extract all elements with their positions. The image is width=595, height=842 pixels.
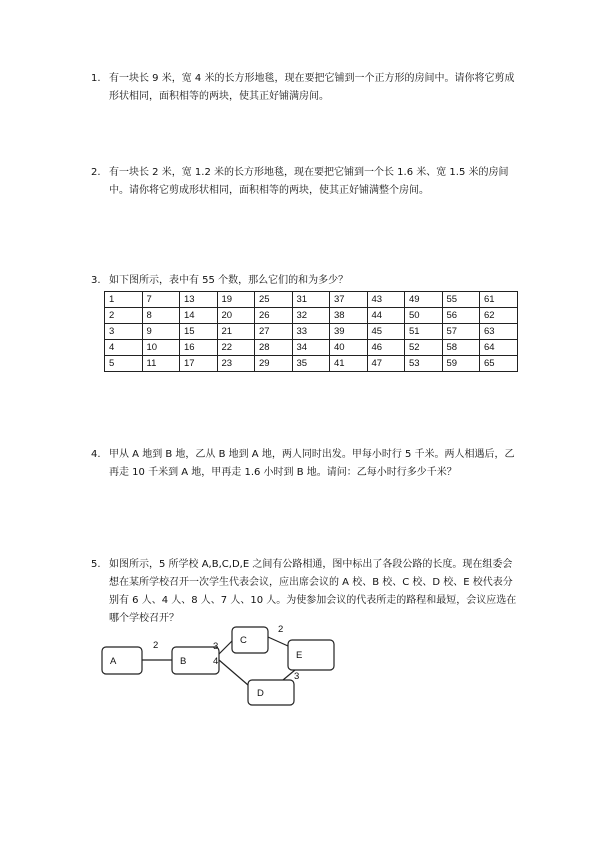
table-cell: 50: [405, 308, 443, 324]
table-cell: 8: [142, 308, 180, 324]
table-cell: 13: [180, 292, 218, 308]
table-cell: 29: [255, 356, 293, 372]
table-cell: 45: [367, 324, 405, 340]
table-cell: 38: [330, 308, 368, 324]
table-cell: 3: [105, 324, 143, 340]
table-row: [105, 308, 518, 324]
table-cell: 40: [330, 340, 368, 356]
table-row: [105, 356, 518, 372]
table-cell: 39: [330, 324, 368, 340]
table-cell: 53: [405, 356, 443, 372]
school-a-label: A: [110, 656, 117, 667]
school-d-label: D: [257, 688, 264, 699]
table-cell: 52: [405, 340, 443, 356]
problem-2-number: 2.: [91, 167, 101, 178]
school-a-node: [102, 647, 142, 674]
table-cell: 47: [367, 356, 405, 372]
road-b-d-length: 4: [213, 656, 219, 667]
table-cell: 16: [180, 340, 218, 356]
road-d-e-length: 3: [294, 671, 300, 682]
problem-3-number: 3.: [91, 275, 101, 286]
table-cell: 46: [367, 340, 405, 356]
problem-3-text: 如下图所示，表中有 55 个数，那么它们的和为多少？: [109, 275, 349, 286]
table-cell: 51: [405, 324, 443, 340]
problem-1: [91, 70, 521, 106]
table-cell: 20: [217, 308, 255, 324]
table-cell: 28: [255, 340, 293, 356]
road-a-b-length: 2: [153, 640, 159, 651]
table-cell: 49: [405, 292, 443, 308]
table-cell: 9: [142, 324, 180, 340]
table-cell: 25: [255, 292, 293, 308]
table-cell: 4: [105, 340, 143, 356]
school-c-label: C: [240, 635, 247, 646]
road-b-c: [219, 641, 232, 654]
school-e-label: E: [296, 650, 303, 661]
table-cell: 26: [255, 308, 293, 324]
problem-1-text: 有一块长 9 米，宽 4 米的长方形地毯，现在要把它铺到一个正方形的房间中。请你将它剪成形状相同，面积相等的两块，使其正好铺满房间。: [109, 73, 515, 102]
school-d-node: [248, 680, 294, 705]
table-cell: 7: [142, 292, 180, 308]
table-row: [105, 292, 518, 308]
road-b-d: [219, 660, 248, 685]
road-c-e-length: 2: [278, 624, 284, 635]
table-cell: 35: [292, 356, 330, 372]
problem-2: [91, 164, 521, 200]
table-cell: 27: [255, 324, 293, 340]
table-cell: 63: [480, 324, 518, 340]
table-cell: 21: [217, 324, 255, 340]
problem-3: [91, 272, 521, 290]
table-cell: 10: [142, 340, 180, 356]
table-cell: 34: [292, 340, 330, 356]
problem-1-number: 1.: [91, 73, 101, 84]
table-cell: 5: [105, 356, 143, 372]
problem-4-text: 甲从 A 地到 B 地，乙从 B 地到 A 地，两人同时出发。甲每小时行 5 千米。两人相遇后，乙再走 10 千米到 A 地，甲再走 1.6 小时到 B 地。请问：乙每小时行多少千米？: [109, 449, 515, 478]
road-b-c-length: 3: [213, 641, 219, 652]
table-cell: 59: [442, 356, 480, 372]
table-cell: 32: [292, 308, 330, 324]
table-cell: 33: [292, 324, 330, 340]
table-cell: 57: [442, 324, 480, 340]
table-cell: 64: [480, 340, 518, 356]
table-cell: 56: [442, 308, 480, 324]
table-cell: 41: [330, 356, 368, 372]
table-cell: 2: [105, 308, 143, 324]
problem-4-number: 4.: [91, 449, 101, 460]
table-cell: 1: [105, 292, 143, 308]
table-cell: 65: [480, 356, 518, 372]
school-road-diagram: [90, 618, 350, 710]
school-c-node: [232, 627, 268, 653]
table-cell: 31: [292, 292, 330, 308]
table-row: [105, 324, 518, 340]
table-cell: 17: [180, 356, 218, 372]
school-e-node: [288, 640, 334, 670]
table-cell: 11: [142, 356, 180, 372]
table-cell: 62: [480, 308, 518, 324]
problem-2-text: 有一块长 2 米，宽 1.2 米的长方形地毯，现在要把它铺到一个长 1.6 米、宽 1.5 米的房间中。请你将它剪成形状相同，面积相等的两块，使其正好铺满整个房间。: [109, 167, 509, 196]
problem-4: [91, 446, 521, 482]
school-b-label: B: [180, 656, 187, 667]
table-cell: 43: [367, 292, 405, 308]
table-cell: 15: [180, 324, 218, 340]
table-cell: 23: [217, 356, 255, 372]
table-row: [105, 340, 518, 356]
problem-5-number: 5.: [91, 559, 101, 570]
table-cell: 37: [330, 292, 368, 308]
table-cell: 14: [180, 308, 218, 324]
road-c-e: [268, 637, 288, 646]
problem-5-text: 如图所示，5 所学校 A,B,C,D,E 之间有公路相通，图中标出了各段公路的长度。现在组委会想在某所学校召开一次学生代表会议，应出席会议的 A 校、B 校、C 校、D 校、E 校代表分别有 6 人、4 人、8 人、7 人、10 人。为使参加会议的代表所走的路程和最短，会议应选在哪个学校召开？: [109, 559, 517, 624]
table-cell: 19: [217, 292, 255, 308]
number-table: [104, 291, 518, 372]
table-cell: 58: [442, 340, 480, 356]
table-cell: 22: [217, 340, 255, 356]
table-cell: 44: [367, 308, 405, 324]
table-cell: 61: [480, 292, 518, 308]
table-cell: 55: [442, 292, 480, 308]
